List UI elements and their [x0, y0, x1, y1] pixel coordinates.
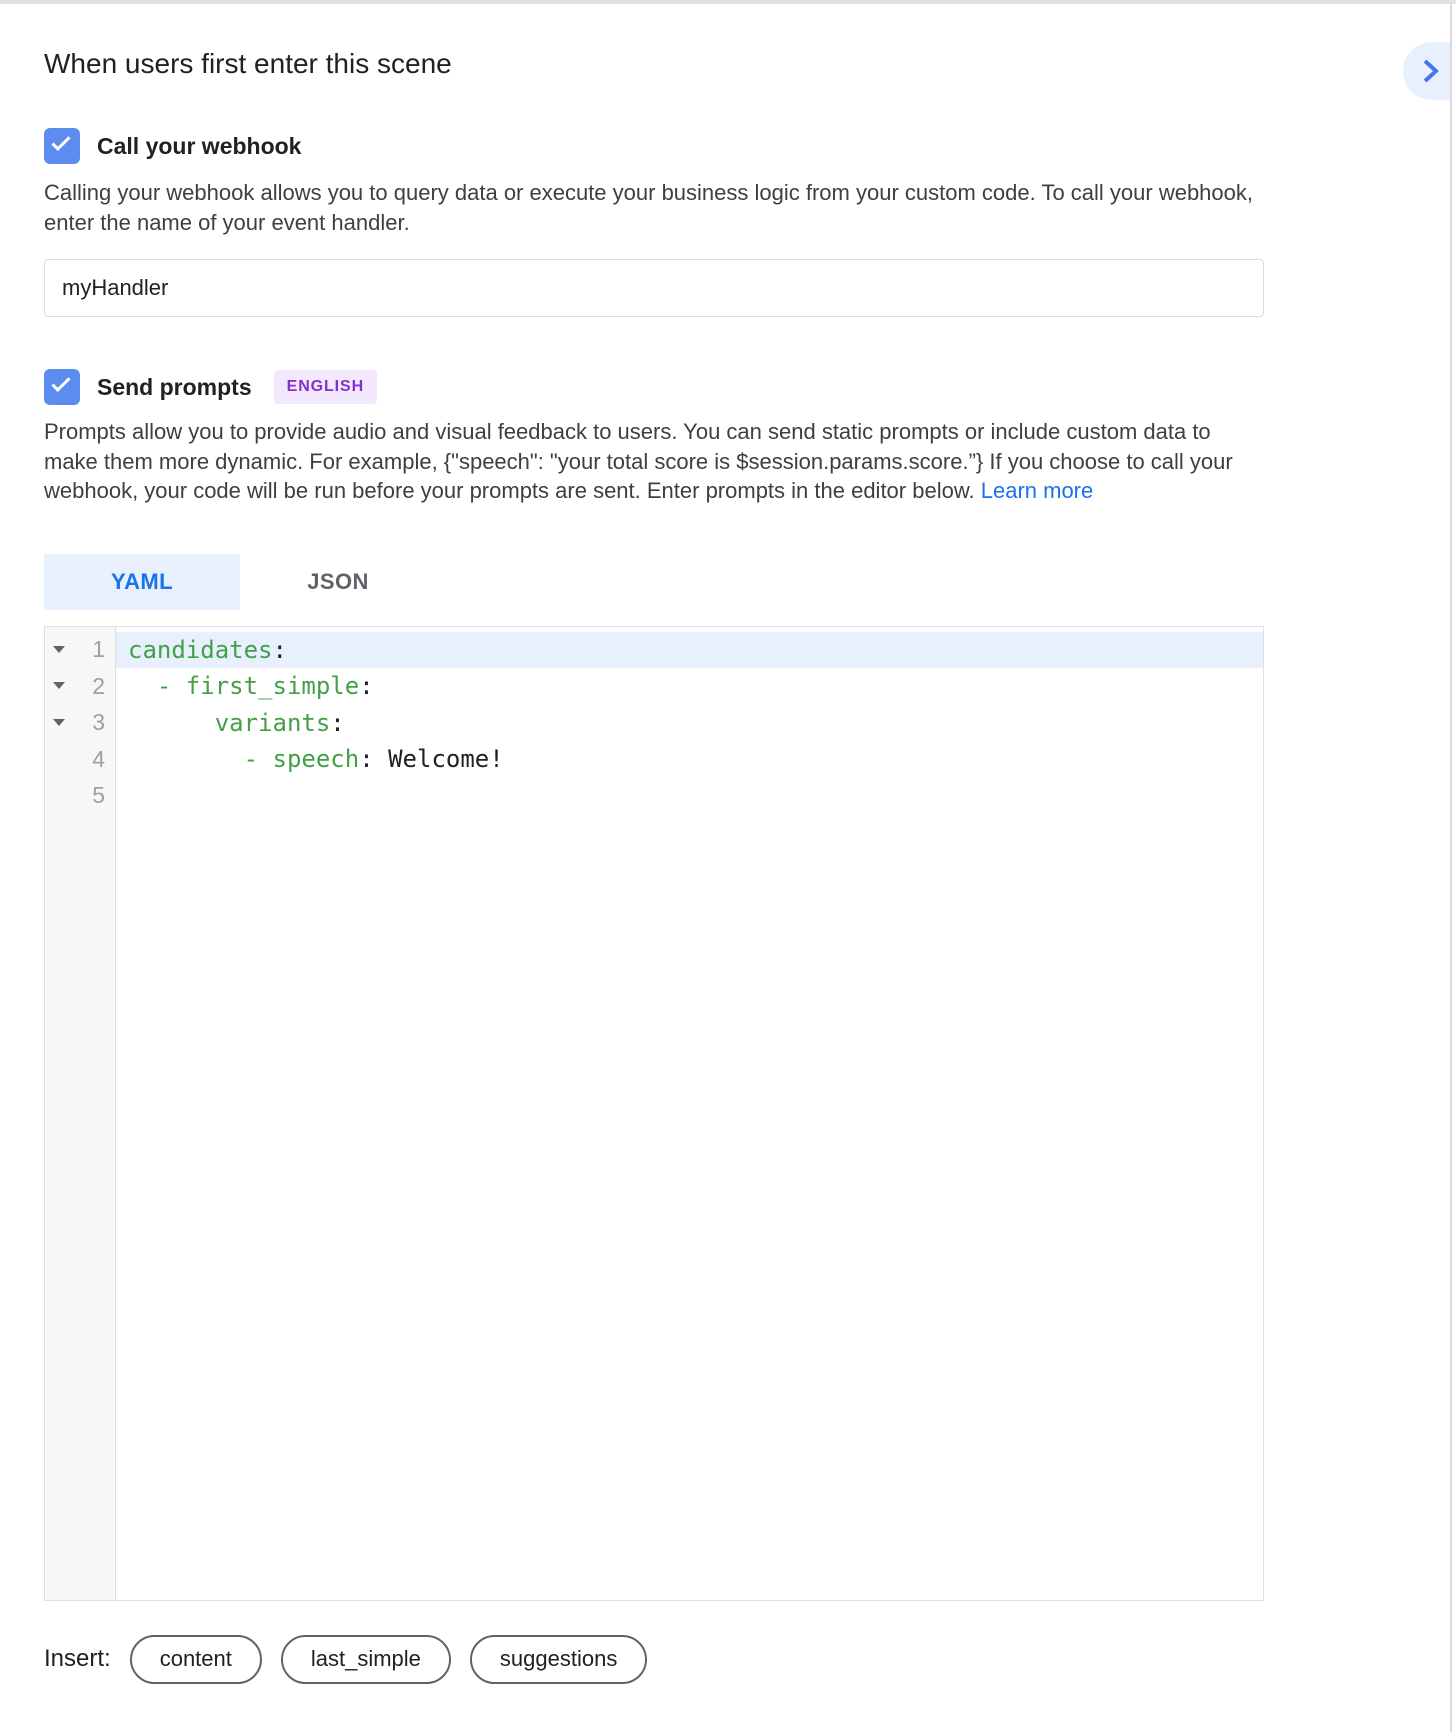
line-number: 4 — [92, 745, 105, 772]
code-token — [128, 709, 215, 737]
check-icon — [51, 373, 70, 392]
editor-code[interactable] — [116, 627, 1263, 1600]
prompts-description-text: Prompts allow you to provide audio and visual feedback to users. You can send static prompts or include custom data to make them more dynamic. For example, {"speech": "your total score is $session.params.score.”} If you choose to call your webhook, your code will be run before your prompts are sent. Enter prompts in the editor below. — [44, 419, 1233, 503]
insert-chip-last_simple[interactable]: last_simple — [281, 1635, 451, 1684]
webhook-checkbox-row — [44, 128, 1266, 164]
send-prompts-label: Send prompts — [97, 373, 252, 400]
code-token: : — [272, 635, 287, 664]
insert-label: Insert: — [44, 1645, 111, 1672]
collapse-panel-button[interactable] — [1403, 42, 1450, 100]
webhook-description: Calling your webhook allows you to query data or execute your business logic from your custom code. To call your webhook, enter the name of your event handler. — [44, 180, 1254, 235]
call-webhook-label: Call your webhook — [97, 132, 302, 159]
code-token: - speech — [243, 745, 360, 773]
line-number: 5 — [92, 782, 105, 809]
code-token: : — [359, 745, 389, 773]
prompts-checkbox-row — [44, 369, 1266, 405]
fold-arrow-icon[interactable] — [53, 646, 65, 653]
insert-chip-content[interactable]: content — [130, 1635, 262, 1684]
language-badge: ENGLISH — [274, 370, 377, 404]
code-token — [128, 672, 157, 700]
page-title: When users first enter this scene — [44, 48, 452, 79]
code-token: - first_simple — [156, 672, 360, 700]
code-token — [128, 745, 244, 773]
fold-arrow-icon[interactable] — [53, 682, 65, 689]
scene-enter-panel — [0, 4, 1452, 1732]
prompt-code-editor[interactable] — [44, 626, 1264, 1601]
insert-chip-suggestions[interactable]: suggestions — [470, 1635, 647, 1684]
fold-arrow-icon[interactable] — [53, 719, 65, 726]
insert-bar — [44, 1635, 1266, 1684]
learn-more-link[interactable]: Learn more — [980, 478, 1094, 503]
gutter-row — [45, 778, 115, 815]
call-webhook-checkbox[interactable] — [44, 128, 80, 164]
code-token: : — [359, 672, 374, 700]
event-handler-input[interactable] — [44, 259, 1264, 317]
check-icon — [51, 132, 70, 151]
insert-chips — [111, 1635, 648, 1684]
gutter-row — [45, 668, 115, 705]
line-number: 1 — [92, 636, 105, 663]
editor-gutter — [45, 627, 116, 1600]
code-token: candidates — [128, 635, 273, 664]
gutter-row — [45, 705, 115, 742]
code-line-1[interactable] — [116, 632, 1263, 669]
code-token: Welcome! — [388, 745, 504, 773]
tab-yaml[interactable]: YAML — [44, 554, 240, 610]
code-token: variants — [214, 708, 331, 737]
prompts-description — [44, 417, 1266, 506]
code-token: : — [330, 708, 345, 737]
send-prompts-checkbox[interactable] — [44, 369, 80, 405]
code-line-5[interactable] — [116, 778, 1263, 815]
code-line-4[interactable] — [116, 741, 1263, 778]
chevron-right-icon — [1417, 56, 1443, 86]
code-line-3[interactable] — [116, 705, 1263, 742]
tab-json[interactable]: JSON — [307, 568, 369, 594]
line-number: 2 — [92, 672, 105, 699]
code-line-2[interactable] — [116, 668, 1263, 705]
gutter-row — [45, 632, 115, 669]
editor-tabs — [44, 554, 1266, 610]
line-number: 3 — [92, 709, 105, 736]
gutter-row — [45, 741, 115, 778]
